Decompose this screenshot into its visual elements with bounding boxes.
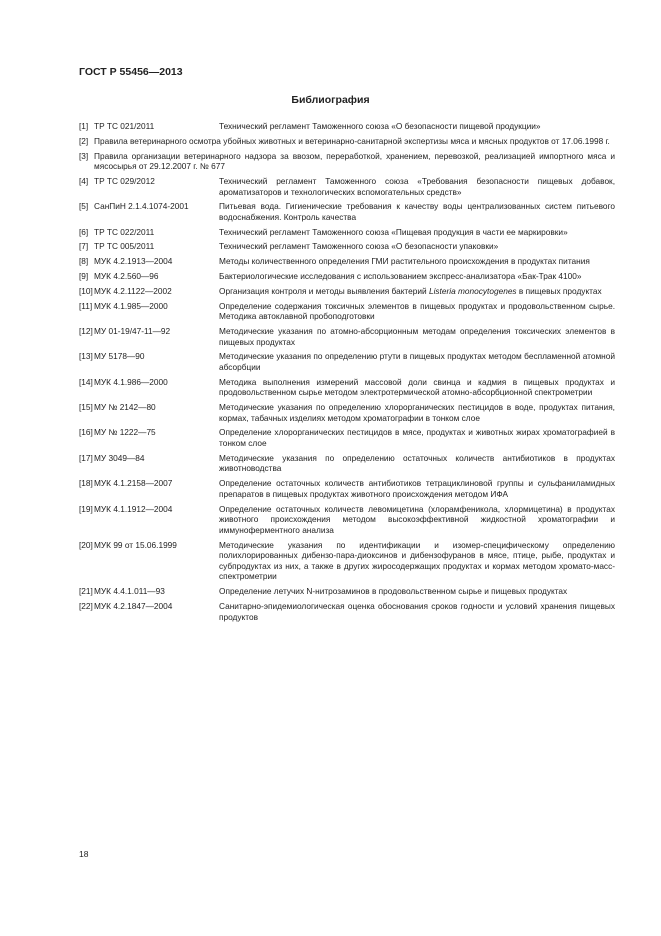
reference-description: Технический регламент Таможенного союза «О безопасности пищевой продукции» [219,121,541,131]
reference-code: МУ № 2142—80 [94,402,156,413]
reference-number: [15] [79,402,93,413]
bibliography-item [79,151,615,172]
reference-number: [9] [79,271,89,282]
reference-number: [17] [79,452,93,463]
reference-code: МУ 3049—84 [94,452,145,463]
reference-number: [11] [79,300,93,311]
reference-description: Методы количественного определения ГМИ растительного происхождения в продуктах питания [219,256,590,267]
reference-description: Бактериологические исследования с использованием экспресс-анализатора «Бак-Трак 4100» [219,271,582,282]
reference-description: Организация контроля и методы выявления бактерий Listeria monocytogenes в пищевых продуктах [219,285,602,296]
bibliography-item [79,227,615,238]
bibliography-item [79,301,615,322]
reference-code: МУ 01-19/47-11—92 [94,325,171,336]
bibliography-item [79,453,615,474]
reference-number: [5] [79,201,89,212]
reference-code: МУК 4.1.985—2000 [94,300,168,311]
reference-code: ТР ТС 021/2011 [94,121,155,131]
reference-description: Технический регламент Таможенного союза «Пищевая продукция в части ее маркировки» [219,226,568,237]
reference-description: Санитарно-эпидемиологическая оценка обоснования сроков годности и условий хранения пищевых продуктов [219,600,615,622]
bibliography-item [79,271,615,282]
bibliography-item [79,136,615,147]
reference-code: МУК 99 от 15.06.1999 [94,539,177,550]
bibliography-item [79,256,615,267]
reference-code: МУК 4.1.986—2000 [94,376,168,387]
reference-number: [7] [79,241,89,252]
reference-number: [19] [79,503,93,514]
species-name: Listeria monocytogenes [428,285,517,296]
reference-code: МУК 4.2.1847—2004 [94,600,173,611]
reference-description: Определение остаточных количеств левомицетина (хлорамфеникола, хлормицетина) в продуктах животного происхождения методом высокоэффективной жидкостной хроматографии и иммуноферментного анализа [219,503,615,535]
reference-number: [6] [79,226,89,237]
reference-description: Определение летучих N-нитрозаминов в продовольственном сырье и пищевых продуктах [219,586,568,597]
bibliography-item [79,601,615,622]
reference-description: Методические указания по идентификации и изомер-специфическому определению полихлорированных дибензо-пара-диоксинов и дибензофуранов в мясе, птице, рыбе, продуктах и субпродуктах из них, а также в других жиросодержащих продуктах и кормах методом хромато-масс-спектрометрии [219,539,615,582]
reference-code: МУК 4.2.1122—2002 [94,285,172,296]
reference-number: [20] [79,539,93,550]
reference-code: МУК 4.1.1912—2004 [94,503,173,514]
bibliography-item [79,478,615,499]
bibliography-item [79,176,615,197]
reference-code: МУК 4.2.1913—2004 [94,256,173,267]
reference-number: [1] [79,121,89,131]
bibliography-item [79,326,615,347]
reference-number: [21] [79,586,93,597]
reference-number: [14] [79,376,93,387]
reference-number: [3] [79,150,89,161]
reference-description: Определение содержания токсичных элементов в пищевых продуктах и продовольственном сырье. Методика автоклавной пробоподготовки [219,300,615,322]
reference-number: [8] [79,256,89,267]
reference-description: Правила организации ветеринарного надзора за ввозом, переработкой, хранением, перевозкой, реализацией импортного мяса и мясосырья от 29.12.2007 г. № 677 [94,150,615,172]
bibliography-item [79,377,615,398]
bibliography-list [79,121,615,626]
reference-code: МУК 4.1.2158—2007 [94,478,173,489]
bibliography-item [79,121,615,132]
reference-code: ТР ТС 029/2012 [94,175,155,186]
reference-number: [10] [79,285,93,296]
reference-description: Методические указания по определению остаточных количеств антибиотиков в продуктах животноводства [219,452,615,474]
reference-code: МУК 4.4.1.011—93 [94,586,165,597]
section-title: Библиография [291,94,370,106]
bibliography-item [79,241,615,252]
reference-number: [4] [79,175,89,186]
reference-code: ТР ТС 022/2011 [94,226,155,237]
bibliography-item [79,427,615,448]
bibliography-item [79,201,615,222]
bibliography-item [79,286,615,297]
reference-description: Определение остаточных количеств антибиотиков тетрациклиновой группы и сульфаниламидных препаратов в пищевых продуктах животного происхождения методом ИФА [219,478,615,499]
reference-number: [2] [79,135,89,146]
bibliography-item [79,586,615,597]
reference-description: Методические указания по определению хлорорганических пестицидов в воде, продуктах питания, кормах, табачных изделиях методом хроматографии в тонком слое [219,402,615,423]
reference-description: Питьевая вода. Гигиенические требования к качеству воды централизованных систем питьевого водоснабжения. Контроль качества [219,201,615,222]
reference-description: Технический регламент Таможенного союза «Требования безопасности пищевых добавок, ароматизаторов и технологических вспомогательных средств» [219,175,615,197]
reference-description: Правила ветеринарного осмотра убойных животных и ветеринарно-санитарной экспертизы мяса и мясных продуктов от 17.06.1998 г. [94,135,610,146]
reference-number: [13] [79,351,93,362]
reference-description: Методические указания по определению ртути в пищевых продуктах методом беспламенной атомной абсорбции [219,351,615,372]
reference-number: [12] [79,325,93,336]
bibliography-item [79,351,615,372]
reference-number: [18] [79,478,93,489]
reference-code: СанПиН 2.1.4.1074-2001 [94,201,189,212]
reference-description: Методика выполнения измерений массовой доли свинца и кадмия в пищевых продуктах и продовольственном сырье методом электротермической атомно-абсорбционной спектрометрии [219,376,615,398]
reference-code: МУ 5178—90 [94,351,145,362]
reference-description: Определение хлорорганических пестицидов в мясе, продуктах и животных жирах хроматографией в тонком слое [219,427,615,449]
bibliography-item [79,540,615,582]
reference-description: Методические указания по атомно-абсорционным методам определения токсических элементов в пищевых продуктах [219,325,615,347]
reference-code: МУ № 1222—75 [94,427,156,438]
reference-number: [22] [79,600,93,611]
document-header: ГОСТ Р 55456—2013 [79,66,183,78]
reference-description: Технический регламент Таможенного союза «О безопасности упаковки» [219,241,499,252]
reference-code: МУК 4.2.560—96 [94,271,159,282]
bibliography-item [79,402,615,423]
page-number: 18 [79,849,89,859]
bibliography-item [79,504,615,536]
reference-code: ТР ТС 005/2011 [94,241,155,252]
reference-number: [16] [79,427,93,438]
